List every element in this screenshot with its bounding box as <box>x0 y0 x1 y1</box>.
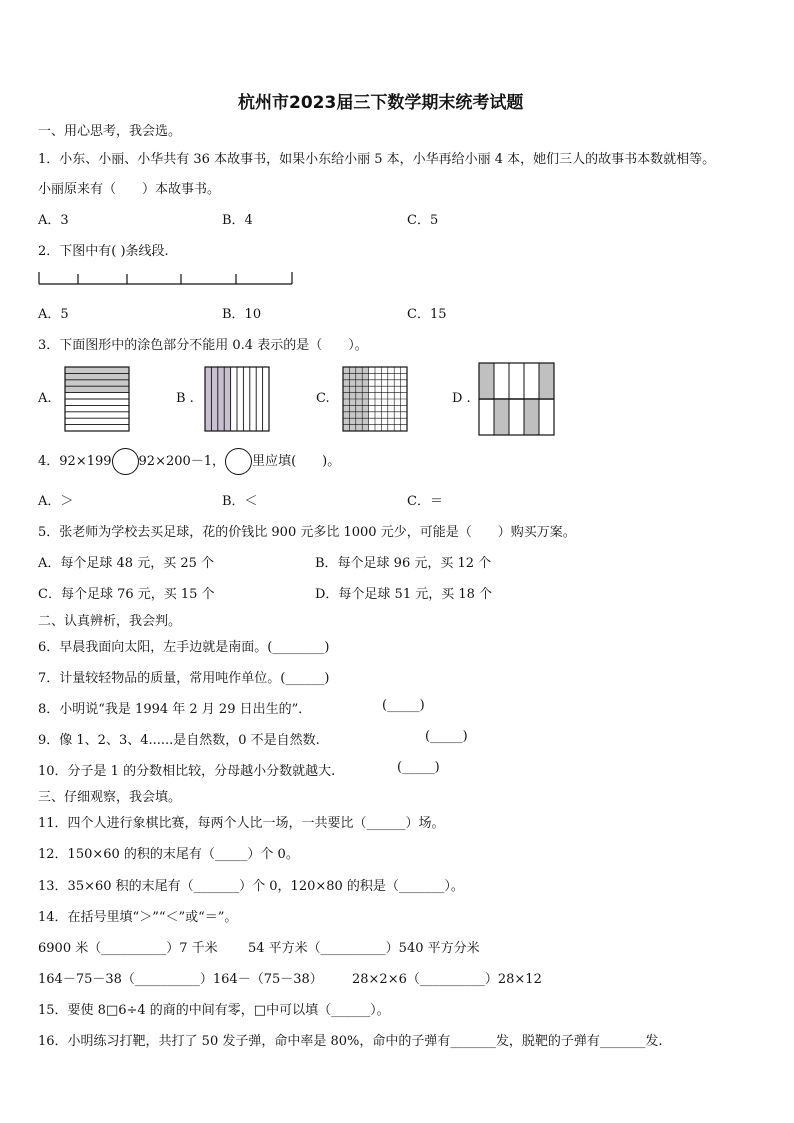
question-7: 7．计量较轻物品的质量，常用吨作单位。(______) <box>38 671 330 686</box>
question-9: 9．像 1、2、3、4......是自然数，0 不是自然数. <box>38 733 320 748</box>
figure-c-hundred-grid <box>342 366 410 433</box>
question-6: 6．早晨我面向太阳，左手边就是南面。(________) <box>38 640 330 655</box>
question-4-part-2: 92×200－1， <box>138 454 226 469</box>
question-1-stem-pre: 小丽原来有（ <box>38 182 117 197</box>
answer-circle-2[interactable] <box>225 448 252 475</box>
question-4-option-b: B．＜ <box>222 494 258 509</box>
question-1-stem-cont <box>38 178 220 197</box>
question-8-answer[interactable]: (_____) <box>382 698 425 713</box>
figure-d-two-row-blocks <box>478 362 558 438</box>
question-1-option-c: C．5 <box>407 213 439 228</box>
question-1-option-b: B．4 <box>222 213 253 228</box>
section-heading-3: 三、仔细观察，我会填。 <box>38 790 182 805</box>
question-11: 11．四个人进行象棋比赛，每两个人比一场，一共要比（______）场。 <box>38 816 445 831</box>
question-2-option-b: B．10 <box>222 307 262 322</box>
question-5-option-c: C．每个足球 76 元，买 15 个 <box>38 587 215 602</box>
question-13: 13．35×60 积的末尾有（_______）个 0，120×80 的积是（_______）。 <box>38 879 464 894</box>
question-5-option-a: A．每个足球 48 元，买 25 个 <box>38 556 215 571</box>
question-14-row-2a: 164－75－38（__________）164－（75－38） <box>38 972 323 987</box>
line-segment-figure <box>36 268 296 290</box>
question-14-row-1a: 6900 米（__________）7 千米 <box>38 941 218 956</box>
question-5-option-d: D．每个足球 51 元，买 18 个 <box>315 587 493 602</box>
question-3-stem: 3．下面图形中的涂色部分不能用 0.4 表示的是（ ）。 <box>38 338 368 353</box>
question-3-label-b: B . <box>176 391 194 406</box>
question-4-option-a: A．＞ <box>38 494 74 509</box>
question-1-stem-post: ）本故事书。 <box>142 182 221 197</box>
question-1-stem: 1．小东、小丽、小华共有 36 本故事书，如果小东给小丽 5 本，小华再给小丽 4 本，她们三人的故事书本数就相等。 <box>38 152 716 167</box>
question-14-row-1b: 54 平方米（__________）540 平方分米 <box>248 941 480 956</box>
page-title: 杭州市2023届三下数学期末统考试题 <box>238 93 524 113</box>
section-heading-1: 一、用心思考，我会选。 <box>38 124 182 139</box>
figure-a-horizontal-stripes <box>64 366 132 433</box>
figure-b-vertical-stripes <box>204 366 272 433</box>
question-4-option-c: C．＝ <box>407 494 443 509</box>
question-4-stem <box>38 448 340 475</box>
question-2-stem: 2．下图中有( )条线段. <box>38 244 169 259</box>
question-15: 15．要使 8□6÷4 的商的中间有零，□中可以填（______）。 <box>38 1003 390 1018</box>
question-5-stem: 5．张老师为学校去买足球，花的价钱比 900 元多比 1000 元少，可能是（ ）购买万案。 <box>38 525 576 540</box>
question-4-part-1: 4．92×199 <box>38 454 112 469</box>
question-16: 16．小明练习打靶，共打了 50 发子弹，命中率是 80%，命中的子弹有_______发，脱靶的子弹有_______发. <box>38 1034 663 1049</box>
question-3-label-d: D . <box>452 391 471 406</box>
question-8: 8．小明说“我是 1994 年 2 月 29 日出生的”． <box>38 702 312 717</box>
answer-circle-1[interactable] <box>112 448 139 475</box>
question-12: 12．150×60 的积的末尾有（_____）个 0。 <box>38 847 299 862</box>
question-10-answer[interactable]: (_____) <box>397 760 440 775</box>
question-9-answer[interactable]: (_____) <box>425 729 468 744</box>
question-14-row-2b: 28×2×6（__________）28×12 <box>352 972 542 987</box>
question-1-option-a: A．3 <box>38 213 69 228</box>
question-2-option-a: A．5 <box>38 307 69 322</box>
question-10: 10．分子是 1 的分数相比较，分母越小分数就越大. <box>38 764 336 779</box>
question-14-stem: 14．在括号里填“＞”“＜”或“＝”。 <box>38 910 238 925</box>
question-2-option-c: C．15 <box>407 307 447 322</box>
section-heading-2: 二、认真辨析，我会判。 <box>38 614 182 629</box>
question-3-label-a: A. <box>38 391 52 406</box>
question-3-label-c: C. <box>316 391 330 406</box>
question-4-part-3: 里应填( )。 <box>252 454 341 469</box>
question-5-option-b: B．每个足球 96 元，买 12 个 <box>315 556 492 571</box>
